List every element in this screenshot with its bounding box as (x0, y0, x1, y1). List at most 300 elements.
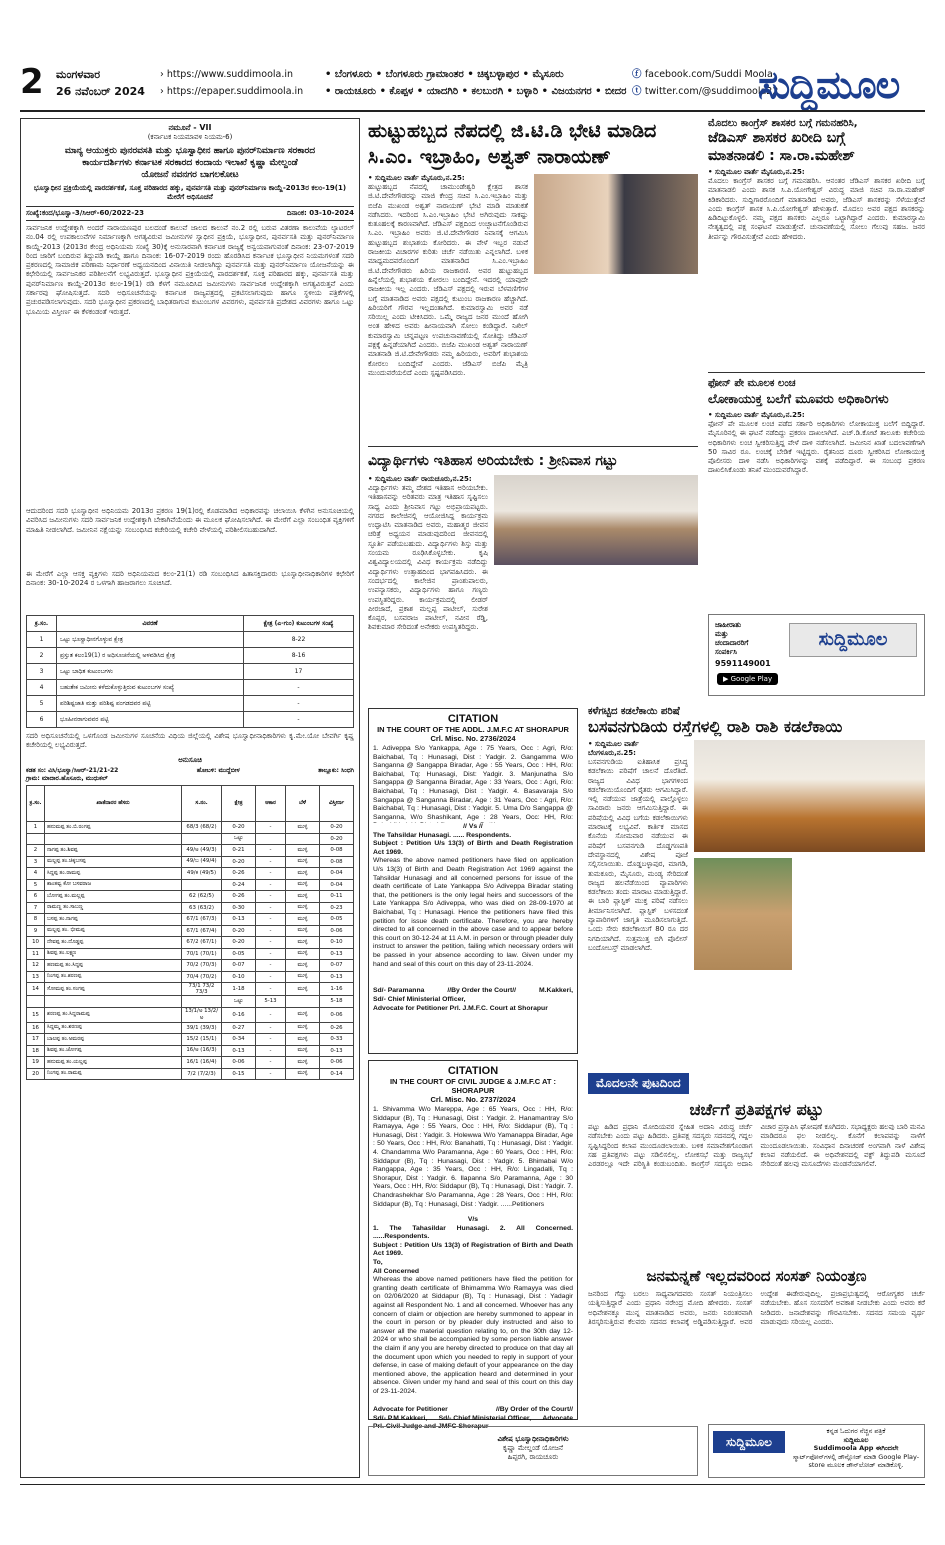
table-cell: 0-27 (222, 1022, 256, 1034)
table-cell: ಮುಳ್ಳಿ (286, 902, 320, 914)
table-cell: 14 (27, 983, 45, 996)
table-cell: 0-23 (320, 902, 354, 914)
table-cell: 0-07 (320, 960, 354, 972)
table-row (27, 664, 354, 680)
table-cell: - (256, 902, 286, 914)
table-cell: 0-26 (320, 1022, 354, 1034)
table-cell: 0-20 (222, 925, 256, 937)
table-cell: ಮುಳ್ಳಿ (286, 937, 320, 949)
table-cell: 0-06 (320, 1007, 354, 1022)
citation-title: CITATION (447, 1065, 499, 1077)
col-header: ಕ್ಷೇತ್ರ (ಎ-ಗುಂ) ಕುಟುಂಬಗಳ ಸಂಖ್ಯೆ (244, 616, 354, 632)
city-row-1: • ಬೆಂಗಳೂರು • ಬೆಂಗಳೂರು ಗ್ರಾಮಾಂತರ • ಚಿಕ್ಕಬಳ್ಳಾಪುರ • ಮೈಸೂರು (325, 69, 564, 80)
ad-logo: ಸುದ್ದಿಮೂಲ (789, 623, 917, 657)
table-cell: ಶಿವಪ್ಪ ತಂ.ಜೋಗಪ್ಪ (45, 1045, 182, 1057)
schedule-village: ಗ್ರಾಮ: ಮಾದಾರ.ಹೊಸೂರು, ಮುಧುಕಲ್ (26, 775, 108, 782)
story-dateline: • ಸುದ್ದಿಮೂಲ ವಾರ್ತೆ ಮೈಸೂರು,ನ.25: (368, 174, 465, 182)
table-cell: 0-30 (222, 902, 256, 914)
story-kicker: ಫೋನ್ ಪೇ ಮೂಲಕ ಲಂಚ (708, 378, 796, 389)
table-cell: - (256, 1057, 286, 1069)
table-cell (45, 996, 182, 1008)
citation-2 (368, 1060, 578, 1431)
table-cell: 20 (27, 1068, 45, 1080)
table-cell: ಪರಿಶಿಷ್ಟಜಾತಿ ಮತ್ತು ಪರಿಶಿಷ್ಟ ಪಂಗಡದವರ ಪಟ್ಟಿ (57, 696, 244, 712)
table-cell: - (256, 1007, 286, 1022)
table-cell: 0-04 (320, 879, 354, 891)
table-row (27, 1068, 354, 1080)
table-cell: ಮಲ್ಲಪ್ಪ ತಂ. ಭೀಮಪ್ಪ (45, 925, 182, 937)
twitter-icon: ⓣ (632, 86, 645, 97)
table-cell: 2 (27, 845, 45, 857)
table-cell: ಬಸಪ್ಪ ತಂ.ನಾಗಪ್ಪ (45, 914, 182, 926)
citation-court: IN THE COURT OF CIVIL JUDGE & J.M.F.C AT : SHORAPUR (389, 1077, 557, 1095)
table-cell: ಒಟ್ಟು (222, 996, 256, 1008)
social-links (632, 66, 778, 100)
table-cell: 5-18 (320, 996, 354, 1008)
table-row (27, 680, 354, 696)
table-cell: ಮುಳ್ಳಿ (286, 1007, 320, 1022)
table-cell: 0-13 (320, 948, 354, 960)
ad-phone: 9591149001 (715, 659, 771, 668)
app-ad (708, 1424, 925, 1478)
table-cell (286, 833, 320, 845)
table-cell: ಸೋಮಪ್ಪ ತಂ.ಸಂಗಪ್ಪ (45, 983, 182, 996)
table-cell: ದೇವಪ್ಪ ತಂ.ದೊಡ್ಡಪ್ಪ (45, 937, 182, 949)
story-dateline: • ಸುದ್ದಿಮೂಲ ವಾರ್ತೆ ಮೈಸೂರು,ನ.25: (708, 411, 805, 419)
ad-text: ಜಾಹೀರಾತು ಮತ್ತು ಚಂದಾದಾರರಿಗೆ ಸಂಪರ್ಕಿಸಿ 9591149001 (715, 621, 771, 668)
table-cell: ಮುಳ್ಳಿ (286, 845, 320, 857)
table-cell: 17 (244, 664, 354, 680)
story-kicker: ಕಳೆಗಟ್ಟಿದ ಕಡಲೆಕಾಯಿ ಪರಿಷೆ (588, 706, 680, 717)
table-cell: 16/ಅ (16/3) (182, 1045, 222, 1057)
citation-vs: // Vs // (463, 823, 483, 830)
table-cell: 16/1 (16/4) (182, 1057, 222, 1069)
twitter-link[interactable]: ⓣ twitter.com/@suddimoola22 (632, 86, 779, 97)
table-row (27, 822, 354, 834)
story-headline: ಜೆಡಿಎಸ್ ಶಾಸಕರ ಖರೀದಿ ಬಗ್ಗೆ ಮಾತನಾಡಲಿ : ಸಾ.ರಾ.ಮಹೇಶ್ (708, 130, 855, 164)
table-cell: 1-18 (222, 983, 256, 996)
table-row (27, 845, 354, 857)
table-row (27, 648, 354, 664)
table-row (27, 1022, 354, 1034)
schedule-sub-row: ಕಡತ ಸಂ: ವಿಸಿ/ಭೂಸ್ವಾ/ಸಿಆರ್-21/21-22 ಹೋಬಳಿ: ಮುದ್ದೆಬೀಳ ತಾಲ್ಲೂಕು: ಸಿಂಧಗಿ (26, 767, 354, 774)
table-cell: 13 (27, 971, 45, 983)
table-cell (27, 996, 45, 1008)
story-body: ಪಟ್ಟು ಹಿಡಿದ ಪ್ರಧಾನಿ ಮೋದಿಯವರ ಸ್ನೇಹಿತ ಅದಾನಿ ವಿರುದ್ಧ ಚರ್ಚೆ ನಡೆಸಬೇಕು ಎಂದು ಪಟ್ಟು ಹಿಡಿದರು. ಪ್ರತಿಪಕ್ಷ ಸದಸ್ಯರು ಸದನದಲ್ಲಿ ಗದ್ದಲ ಸೃಷ್ಟಿಸಿದ್ದರಿಂದ ಕಲಾಪ ಮುಂದೂಡಲಾಯಿತು. ಬಳಿಕ ಸಮಾವೇಶಗೊಂಡಾಗ ಸಹ ಪ್ರತಿಪಕ್ಷಗಳು ಪಟ್ಟು ಸಡಿಲಿಸಲಿಲ್ಲ. ಲೋಕಸಭೆ ಮತ್ತು ರಾಜ್ಯಸಭೆ ಎರಡರಲ್ಲೂ ಇದೇ ಪರಿಸ್ಥಿತಿ ಕಂಡುಬಂದಿತು. ಕಾಂಗ್ರೆಸ್ ಸದಸ್ಯರು ಅದಾನಿ ವಿಚಾರ ಪ್ರಸ್ತಾಪಿಸಿ ಘೋಷಣೆ ಕೂಗಿದರು. ಸಭಾಧ್ಯಕ್ಷರು ಹಲವು ಬಾರಿ ಮನವಿ ಮಾಡಿದರೂ ಫಲ ನೀಡಲಿಲ್ಲ. ಕೊನೆಗೆ ಕಲಾಪವನ್ನು ನಾಳೆಗೆ ಮುಂದೂಡಲಾಯಿತು. ಸಂವಿಧಾನ ದಿನಾಚರಣೆ ಅಂಗವಾಗಿ ನಾಳೆ ವಿಶೇಷ ಕಲಾಪ ನಡೆಯಲಿದೆ. ಈ ಅಧಿವೇಶನದಲ್ಲಿ ವಕ್ಫ್ ತಿದ್ದುಪಡಿ ಮಸೂದೆ ಸೇರಿದಂತೆ ಹಲವು ಮಸೂದೆಗಳು ಮಂಡನೆಯಾಗಲಿವೆ. (588, 1123, 925, 1169)
table-cell: 0-05 (222, 948, 256, 960)
table-cell: 0-06 (320, 1057, 354, 1069)
table-cell: 49/ಅ (49/3) (182, 845, 222, 857)
table-cell: ಮುಳ್ಳಿ (286, 879, 320, 891)
masthead-logo: ಸುದ್ದಿಮೂಲ (758, 62, 900, 107)
table-row (27, 632, 354, 648)
table-cell: - (256, 948, 286, 960)
table-row (27, 902, 354, 914)
table-cell: ಶಾಂತವ್ವ ಕೋ ಬಸವರಾಜ (45, 879, 182, 891)
notice-ref-date: ದಿನಾಂಕ: 03-10-2024 (286, 209, 354, 217)
table-cell (45, 833, 182, 845)
citation-signature: Sd/- Paramanna //By Order the Court// M.Kakkeri, Sd/- Chief Ministerial Officer, Advocate for Petitioner Prl. J.M.F.C. Court at Shorapur (373, 987, 573, 1012)
table-cell (182, 833, 222, 845)
table-cell: 4 (27, 868, 45, 880)
table-cell: ಮುಳ್ಳಿ (286, 960, 320, 972)
table-row (27, 1007, 354, 1022)
table-cell: 0-05 (320, 914, 354, 926)
table-cell: ಪ್ರಸ್ತುತ ಕಲಂ19(1) ರ ಅಧಿಸೂಚನೆಯಲ್ಲಿ ಅಳವಡಿಸಿದ ಕ್ಷೇತ್ರ (57, 648, 244, 664)
table-row (27, 868, 354, 880)
table-cell: 13/1/ಅ 13/2/ಅ (182, 1007, 222, 1022)
header-rule (20, 110, 925, 112)
table-cell: 0-26 (222, 891, 256, 903)
table-cell: 39/1 (39/3) (182, 1022, 222, 1034)
table-cell: 70/4 (70/2) (182, 971, 222, 983)
table-cell: 67/1 (67/4) (182, 925, 222, 937)
table-cell: ಬಹುತೇಕ ಜಮೀನು ಕಳೆದುಕೊಳ್ಳುತ್ತಿರುವ ಕುಟುಂಬಗಳ ಸಂಖ್ಯೆ (57, 680, 244, 696)
table-cell: - (256, 1034, 286, 1046)
table-cell: ಹನುಮಪ್ಪ ತಂ.ಬಿ.ರಂಗಪ್ಪ (45, 822, 182, 834)
story-dateline: • ಸುದ್ದಿಮೂಲ ವಾರ್ತೆ ರಾಯಚೂರು,ನ.25: (368, 475, 472, 483)
table-cell: 7/2 (7/2/3) (182, 1068, 222, 1080)
table-cell: 0-10 (222, 971, 256, 983)
table-cell: ಸಿದ್ದಮ್ಮ ತಂ.ಶರಣಪ್ಪ (45, 1022, 182, 1034)
table-cell: 0-11 (320, 891, 354, 903)
table-cell: ಮುಳ್ಳಿ (286, 971, 320, 983)
table-row (27, 971, 354, 983)
table-cell: 0-33 (320, 1034, 354, 1046)
url-list (160, 66, 303, 100)
subscription-ad (708, 614, 925, 696)
table-cell: ಬೋಗಪ್ಪ ತಂ.ಮಲ್ಲಪ್ಪ (45, 891, 182, 903)
table-cell: ಬಾಲಪ್ಪ ತಂ.ಅಮರಪ್ಪ (45, 1034, 182, 1046)
story-body: ಬಸವನಗುಡಿಯ ಐತಿಹಾಸಿಕ ಪ್ರಸಿದ್ಧ ಕಡಲೆಕಾಯಿ ಪರಿಷೆಗೆ ಚಾಲನೆ ದೊರೆತಿದೆ. ರಾಜ್ಯದ ವಿವಿಧ ಭಾಗಗಳಿಂದ ಕಡಲೆಕಾಯಿಯೊಂದಿಗೆ ರೈತರು ಆಗಮಿಸಿದ್ದಾರೆ. ಇಲ್ಲಿ ನಡೆಯುವ ಜಾತ್ರೆಯಲ್ಲಿ ಪಾಲ್ಗೊಳ್ಳಲು ಸಾವಿರಾರು ಜನರು ಆಗಮಿಸುತ್ತಿದ್ದಾರೆ. ಈ ಪರಿಷೆಯಲ್ಲಿ ವಿವಿಧ ಬಗೆಯ ಕಡಲೆಕಾಯಿಗಳು ಮಾರಾಟಕ್ಕೆ ಲಭ್ಯವಿವೆ. ಕಾರ್ತಿಕ ಮಾಸದ ಕೊನೆಯ ಸೋಮವಾರ ನಡೆಯುವ ಈ ಪರಿಷೆಗೆ ಬಸವನಗುಡಿ ದೊಡ್ಡಗಣಪತಿ ದೇವಸ್ಥಾನದಲ್ಲಿ ವಿಶೇಷ ಪೂಜೆ ಸಲ್ಲಿಸಲಾಯಿತು. ದೊಡ್ಡಬಳ್ಳಾಪುರ, ಮಾಗಡಿ, ತುಮಕೂರು, ಮೈಸೂರು, ಮಂಡ್ಯ ಸೇರಿದಂತೆ ರಾಜ್ಯದ ಹಲವೆಡೆಯಿಂದ ವ್ಯಾಪಾರಿಗಳು ಕಡಲೆಕಾಯಿ ತಂದು ಮಾರಾಟ ಮಾಡುತ್ತಿದ್ದಾರೆ. ಈ ಬಾರಿ ಪ್ಲಾಸ್ಟಿಕ್ ಮುಕ್ತ ಪರಿಷೆ ನಡೆಸಲು ತೀರ್ಮಾನಿಸಲಾಗಿದೆ. ಪ್ಲಾಸ್ಟಿಕ್ ಬಳಸದಂತೆ ವ್ಯಾಪಾರಿಗಳಿಗೆ ಜಾಗೃತಿ ಮೂಡಿಸಲಾಗುತ್ತಿದೆ. ಒಂದು ಸೇರು ಕಡಲೆಕಾಯಿಗೆ 80 ರೂ ದರ ನಿಗದಿಯಾಗಿದೆ. ಸುತ್ತಮುತ್ತ ಬಿಗಿ ಪೊಲೀಸ್ ಬಂದೋಬಸ್ತ್ ಮಾಡಲಾಗಿದೆ. (588, 758, 688, 952)
schedule-title: ಅನುಸೂಚಿ (178, 756, 202, 764)
news-photo (534, 174, 698, 274)
citation-body-2: Whereas the above named petitioners have filed the petition for granting death certificate of Bhimamma W/o Ramayya was died on 02/06/2020 at Siddapur (B), Tq : Hunasagi, Dist : Yadagir against all Respondent No. 1 and all concerned. Whoever has any concern of claim or objection are hereby summoned to appear in the court in person or by pleader duly instructed and also to answer all the material question relating to, on the 30th day 12-2024 or who shall be accompanied by some person liable answer the claim if any you are hereby directed to produce on that day all the document upon which you needed to reply in support of your defense, in case of making default of your appearance on the day mentioned above, the application heard and determined in your absence. Given under my hand and seal of this court on this day of 23-11-2024. (373, 1276, 573, 1395)
play-icon: ▶ (723, 675, 731, 683)
table-row (27, 891, 354, 903)
table-cell: - (256, 856, 286, 868)
citation-title: CITATION (447, 713, 499, 725)
table-cell: 0-24 (222, 879, 256, 891)
table-row (27, 1057, 354, 1069)
story-body: ವಿದ್ಯಾರ್ಥಿಗಳು ತಮ್ಮ ದೇಶದ ಇತಿಹಾಸ ಅರಿಯಬೇಕು. ಇತಿಹಾಸವನ್ನು ಅರಿತವರು ಮಾತ್ರ ಇತಿಹಾಸ ಸೃಷ್ಟಿಸಲು ಸಾಧ್ಯ ಎಂದು ಶ್ರೀನಿವಾಸ ಗಟ್ಟು ಅಭಿಪ್ರಾಯಪಟ್ಟರು. ನಗರದ ಕಾಲೇಜಿನಲ್ಲಿ ಆಯೋಜಿಸಿದ್ದ ಕಾರ್ಯಕ್ರಮ ಉದ್ಘಾಟಿಸಿ ಮಾತನಾಡಿದ ಅವರು, ಮಹಾತ್ಮರ ಜೀವನ ಚರಿತ್ರೆ ಅಧ್ಯಯನ ಮಾಡುವುದರಿಂದ ಜೀವನದಲ್ಲಿ ಸ್ಫೂರ್ತಿ ಪಡೆಯಬಹುದು. ವಿದ್ಯಾರ್ಥಿಗಳು ಶಿಸ್ತು ಮತ್ತು ಸಂಯಮ ರೂಢಿಸಿಕೊಳ್ಳಬೇಕು. ಕೃಷಿ ವಿಶ್ವವಿದ್ಯಾಲಯದಲ್ಲಿ ವಿವಿಧ ಕಾರ್ಯಕ್ರಮ ನಡೆದಿದ್ದು ವಿದ್ಯಾರ್ಥಿಗಳು ಉತ್ಸಾಹದಿಂದ ಭಾಗವಹಿಸಿದರು. ಈ ಸಂದರ್ಭದಲ್ಲಿ ಕಾಲೇಜಿನ ಪ್ರಾಂಶುಪಾಲರು, ಉಪನ್ಯಾಸಕರು, ವಿದ್ಯಾರ್ಥಿಗಳು ಹಾಗೂ ಗಣ್ಯರು ಉಪಸ್ಥಿತರಿದ್ದರು. ಕಾರ್ಯಕ್ರಮದಲ್ಲಿ ಲೀಡರ್ ಪೀರಜಾದೆ, ಪ್ರಕಾಶ ಮಲ್ಲಪ್ಪ ಪಾಟೀಲ್, ಸುರೇಶ ಕೊಪ್ಪರ, ಬಸವರಾಜ ಪಾಟೀಲ್, ನವೀನ ರೆಡ್ಡಿ, ಶಿವಕುಮಾರ ಸೇರಿದಂತೆ ಅನೇಕರು ಉಪಸ್ಥಿತರಿದ್ದರು. (368, 484, 488, 632)
notice-subtitle: ಭೂಸ್ವಾಧೀನ ಪ್ರಕ್ರಿಯೆಯಲ್ಲಿ ಪಾರದರ್ಶಕತೆ, ಸೂಕ್ತ ಪರಿಹಾರದ ಹಕ್ಕು, ಪುನರ್ವಸತಿ ಮತ್ತು ಪುನರ್‌ನಿರ್ಮಾಣ ಕಾಯ್ದೆ-2013ರ ಕಲಂ-19(1) ಮೇರೆಗೆ ಅಧಿಸೂಚನೆ (33, 184, 347, 201)
table-cell: ಹನುಮಪ್ಪ ತಂ.ಯಲ್ಲಪ್ಪ (45, 1057, 182, 1069)
table-cell: 15/2 (15/1) (182, 1034, 222, 1046)
google-play-badge[interactable]: ▶ Google Play (717, 673, 778, 685)
citation-to: To, (373, 1258, 383, 1266)
table-cell: 8 (27, 914, 45, 926)
table-cell: 67/2 (67/1) (182, 937, 222, 949)
citation-all: All Concerned (373, 1267, 420, 1275)
story-dateline: • ಸುದ್ದಿಮೂಲ ವಾರ್ತೆ ಮೈಸೂರು,ನ.25: (708, 168, 805, 176)
divider (368, 446, 698, 447)
page-header (20, 60, 925, 108)
table-cell: 2 (27, 648, 57, 664)
story-history (368, 452, 698, 702)
table-cell: 67/1 (67/3) (182, 914, 222, 926)
table-cell: 10 (27, 937, 45, 949)
chevron-right-icon: › (160, 69, 167, 80)
table-cell: - (256, 937, 286, 949)
facebook-link[interactable]: ⓕ facebook.com/Suddi Moola (632, 69, 773, 80)
table-cell: 15 (27, 1007, 45, 1022)
table-cell: 73/1 73/2 73/3 (182, 983, 222, 996)
citation-case: Crl. Misc. No. 2736/2024 (430, 734, 516, 743)
table-row (27, 856, 354, 868)
story-headline-2: ಜನಮನ್ನಣೆ ಇಲ್ಲದವರಿಂದ ಸಂಸತ್ ನಿಯಂತ್ರಣ (646, 1267, 867, 1285)
notice-title: ಮಾನ್ಯ ಆಯುಕ್ತರು ಪುನರವಸತಿ ಮತ್ತು ಭೂಸ್ವಾಧೀನ ಹಾಗೂ ಪುನರ್‌ನಿರ್ಮಾಣ ಸರಕಾರದ ಕಾರ್ಯದರ್ಶಿಗಳು ಕರ್ನಾಟಕ ಸರಕಾರದ ಕಂದಾಯ ಇಲಾಖೆ ಕೃಷ್ಣಾ ಮೇಲ್ದಂಡೆ ಯೋಜನೆ ನವನಗರ ಬಾಗಲಕೋಟ (64, 146, 316, 180)
table-cell: - (256, 983, 286, 996)
table-cell: ಸಿದ್ದಪ್ಪ ತಂ.ರಾಮಪ್ಪ (45, 868, 182, 880)
table-cell: 0-20 (320, 833, 354, 845)
epaper-link[interactable]: › https://epaper.suddimoola.in (160, 86, 304, 97)
table-cell (256, 833, 286, 845)
citation-body: 1. Shivamma W/o Mareppa, Age : 65 Years, Occ : HH, R/o: Siddapur (B), Tq : Hunasagi, Dist : Yadgir. 2. Hanamantray S/o Ramayya, Age : 55 Years, Occ : HH, R/o: Siddapur (B), Tq : Hunasagi, Dist : Yadgir. 3. Holewwa W/o Yamanappa Biradar, Age : 50 Years, Occ : HH, R/o: Banahatti, Tq : Hunasagi, Dist : Yadgir. 4. Chandamma W/o Paramanna, Age : 60 Years, Occ : HH, R/o: Siddapur (B), Tq : Hunasagi, Dist : Yadgir. 5. Bhimabai W/o Rangappa, Age : 35 Years, Occ : HH, R/o: Lingadalli, Tq : Shorapur, Dist : Yadgir. 6. Ilapanna S/o Paramanna, Age : 30 Years, Occ : HH, R/o: Siddapur (B), Tq : Hunasagi, Dist : Yadgir. 7. Chandrashekhar S/o Paramanna, Age : 28 Years, Occ : HH, R/o: Siddapur (B), Tq : Hunasagi, Dist : Yadgir. ......Petitioners (373, 1106, 573, 1208)
table-row (27, 833, 354, 845)
schedule-table: ಕ್ರ.ಸಂ. ಖಾತೆದಾರರ ಹೆಸರು ಸ.ನಂ. ಕ್ಷೇತ್ರ ಆಕಾರ ಬೆಳೆ ವಿಸ್ತೀರ್ಣ 1 ಹನುಮಪ್ಪ ತಂ.ಬಿ.ರಂಗಪ್ಪ 68/3 (68/2) 0-20 - ಮುಳ್ಳಿ 0-20 ಒಟ್ಟು 0-20 2 ನಾಗಪ್ಪ ತಂ.ಶಿವಪ್ಪ 49/ಅ (49/3) 0-21 - ಮುಳ್ಳಿ 0-08 3 ಮಲ್ಲಪ್ಪ ತಂ.ಚಿಕ್ಕಬಸಪ್ಪ 49/ಬ (49/4) 0-20 - ಮುಳ್ಳಿ 0-08 4 ಸಿದ್ದಪ್ಪ ತಂ.ರಾಮಪ್ಪ 49/ಕ (49/5) 0-26 - ಮುಳ್ಳಿ 0-04 5 ಶಾಂತವ್ವ ಕೋ ಬಸವರಾಜ 0-24 - ಮುಳ್ಳಿ 0-04 6 ಬೋಗಪ್ಪ ತಂ.ಮಲ್ಲಪ್ಪ 62 (62/5) 0-26 - ಮುಳ್ಳಿ 0-11 7 ರಾಮಣ್ಣ ತಂ.ಸಾಬಣ್ಣ 63 (63/2) 0-30 - ಮುಳ್ಳಿ 0-23 8 ಬಸಪ್ಪ ತಂ.ನಾಗಪ್ಪ 67/1 (67/3) 0-13 - ಮುಳ್ಳಿ 0-05 9 ಮಲ್ಲಪ್ಪ ತಂ. ಭೀಮಪ್ಪ 67/1 (67/4) 0-20 - ಮುಳ್ಳಿ 0-06 10 ದೇವಪ್ಪ ತಂ.ದೊಡ್ಡಪ್ಪ 67/2 (67/1) 0-20 - ಮುಳ್ಳಿ 0-10 11 ಶಿವಪ್ಪ ತಂ.ಲಕ್ಷ್ಮಣ 70/1 (70/1) 0-05 - ಮುಳ್ಳಿ 0-13 12 ಹಣಮಪ್ಪ ತಂ.ಸಿದ್ದಪ್ಪ 70/2 (70/3) 0-07 - ಮುಳ್ಳಿ 0-07 13 ನಿಂಗಪ್ಪ ತಂ.ಶರಣಪ್ಪ 70/4 (70/2) 0-10 - ಮುಳ್ಳಿ 0-13 14 ಸೋಮಪ್ಪ ತಂ.ಸಂಗಪ್ಪ 73/1 73/2 73/3 1-18 - ಮುಳ್ಳಿ 1-16 ಒಟ್ಟು 5-13 5-18 15 ಶರಣಪ್ಪ ತಂ.ಸಿದ್ದರಾಮಪ್ಪ 13/1/ಅ 13/2/ಅ 0-16 - ಮುಳ್ಳಿ 0-06 16 ಸಿದ್ದಮ್ಮ ತಂ.ಶರಣಪ್ಪ 39/1 (39/3) 0-27 - ಮುಳ್ಳಿ 0-26 17 ಬಾಲಪ್ಪ ತಂ.ಅಮರಪ್ಪ 15/2 (15/1) 0-34 - ಮುಳ್ಳಿ 0-33 18 ಶಿವಪ್ಪ ತಂ.ಜೋಗಪ್ಪ 16/ಅ (16/3) 0-13 - ಮುಳ್ಳಿ 0-13 19 ಹನುಮಪ್ಪ ತಂ.ಯಲ್ಲಪ್ಪ 16/1 (16/4) 0-06 - ಮುಳ್ಳಿ 0-06 20 ನಿಂಗಪ್ಪ ತಂ.ರಾಮಪ್ಪ 7/2 (7/2/3) 0-15 - ಮುಳ್ಳಿ 0-14 (26, 785, 354, 1080)
table-cell (286, 996, 320, 1008)
table-cell: 0-20 (222, 822, 256, 834)
table-cell: 5-13 (256, 996, 286, 1008)
summary-table (26, 615, 354, 728)
table-cell: 0-13 (320, 971, 354, 983)
table-cell: 8-16 (244, 648, 354, 664)
table-cell: 0-06 (320, 925, 354, 937)
app-ad-logo: ಸುದ್ದಿಮೂಲ (713, 1431, 785, 1453)
table-cell: - (256, 914, 286, 926)
section-tag: ಮೊದಲನೇ ಪುಟದಿಂದ (588, 1073, 689, 1094)
table-cell: - (256, 845, 286, 857)
table-row (27, 996, 354, 1008)
story-body-2: ಜನರಿಂದ ಗೆದ್ದು ಬರಲು ಸಾಧ್ಯವಾಗದವರು ಸಂಸತ್ ನಿಯಂತ್ರಿಸಲು ಯತ್ನಿಸುತ್ತಿದ್ದಾರೆ ಎಂದು ಪ್ರಧಾನಿ ನರೇಂದ್ರ ಮೋದಿ ಹೇಳಿದರು. ಸಂಸತ್ ಅಧಿವೇಶನಕ್ಕೂ ಮುನ್ನ ಮಾತನಾಡಿದ ಅವರು, ಜನರು ನಿರಂತರವಾಗಿ ತಿರಸ್ಕರಿಸುತ್ತಿರುವ ಕೆಲವರು ಸದನದ ಕಲಾಪಕ್ಕೆ ಅಡ್ಡಿಪಡಿಸುತ್ತಿದ್ದಾರೆ. ಅವರ ಉದ್ದೇಶ ಈಡೇರುವುದಿಲ್ಲ. ಪ್ರಜಾಪ್ರಭುತ್ವದಲ್ಲಿ ಆರೋಗ್ಯಕರ ಚರ್ಚೆ ನಡೆಯಬೇಕು. ಹೊಸ ಸಂಸದರಿಗೆ ಅವಕಾಶ ನೀಡಬೇಕು ಎಂದು ಅವರು ಕರೆ ನೀಡಿದರು. ಜನಾದೇಶವನ್ನು ಗೌರವಿಸಬೇಕು. ಸದನದ ಸಮಯ ವ್ಯರ್ಥ ಮಾಡುವುದು ಸರಿಯಲ್ಲ ಎಂದರು. (588, 1290, 925, 1326)
table-cell: 0-21 (222, 845, 256, 857)
table-cell: 1-16 (320, 983, 354, 996)
table-cell: ಮಲ್ಲಪ್ಪ ತಂ.ಚಿಕ್ಕಬಸಪ್ಪ (45, 856, 182, 868)
table-cell: ಒಟ್ಟು (222, 833, 256, 845)
citation-1 (368, 708, 578, 1054)
story-body: ಫೋನ್ ಪೇ ಮೂಲಕ ಲಂಚ ಪಡೆದ ಸರ್ಕಾರಿ ಅಧಿಕಾರಿಗಳು ಲೋಕಾಯುಕ್ತ ಬಲೆಗೆ ಬಿದ್ದಿದ್ದಾರೆ. ಮೈಸೂರಿನಲ್ಲಿ ಈ ಘಟನೆ ನಡೆದಿದ್ದು ಪ್ರಕರಣ ದಾಖಲಾಗಿದೆ. ಎಚ್.ಡಿ.ಕೋಟೆ ತಾಲೂಕು ಕಚೇರಿಯ ಅಧಿಕಾರಿಗಳು ಲಂಚ ಸ್ವೀಕರಿಸುತ್ತಿದ್ದ ವೇಳೆ ದಾಳಿ ನಡೆಸಲಾಗಿದೆ. ಜಮೀನಿನ ಖಾತೆ ಬದಲಾವಣೆಗಾಗಿ 50 ಸಾವಿರ ರೂ. ಲಂಚಕ್ಕೆ ಬೇಡಿಕೆ ಇಟ್ಟಿದ್ದರು. ರೈತನಿಂದ ದೂರು ಸ್ವೀಕರಿಸಿದ ಲೋಕಾಯುಕ್ತ ಪೊಲೀಸರು ದಾಳಿ ನಡೆಸಿ ಅಧಿಕಾರಿಗಳನ್ನು ವಶಕ್ಕೆ ಪಡೆದಿದ್ದಾರೆ. ಈ ಸಂಬಂಧ ಪ್ರಕರಣ ದಾಖಲಿಸಿಕೊಂಡು ತನಿಖೆ ಮುಂದುವರೆಸಿದ್ದಾರೆ. (708, 420, 925, 475)
city-row-2: • ರಾಯಚೂರು • ಕೊಪ್ಪಳ • ಯಾದಗಿರಿ • ಕಲಬುರಗಿ • ಬಳ್ಳಾರಿ • ವಿಜಯನಗರ • ಬೀದರ (325, 86, 627, 97)
table-cell: 62 (62/5) (182, 891, 222, 903)
table-cell: ನಿಂಗಪ್ಪ ತಂ.ಶರಣಪ್ಪ (45, 971, 182, 983)
story-headline: ಲೋಕಾಯುಕ್ತ ಬಲೆಗೆ ಮೂವರು ಅಧಿಕಾರಿಗಳು (708, 391, 889, 406)
table-cell: 0-04 (320, 868, 354, 880)
notice-rule: (ಕರ್ನಾಟಕ ನಿಯಮಾವಳಿ ನಿಯಮ-6) (147, 133, 233, 141)
table-cell: ಶರಣಪ್ಪ ತಂ.ಸಿದ್ದರಾಮಪ್ಪ (45, 1007, 182, 1022)
table-cell: ಮುಳ್ಳಿ (286, 1045, 320, 1057)
table-row (27, 879, 354, 891)
table-cell: ಒಟ್ಟು ಬಾಧಿತ ಕುಟುಂಬಗಳು (57, 664, 244, 680)
story-headline: ವಿದ್ಯಾರ್ಥಿಗಳು ಇತಿಹಾಸ ಅರಿಯಬೇಕು : ಶ್ರೀನಿವಾಸ ಗಟ್ಟು (368, 453, 618, 469)
notice-ref: ಸಂಖ್ಯೆ:ಕಂದ/ಭೂಸ್ವಾ-3/ಸಿಆರ್-60/2022-23 (26, 209, 144, 217)
table-cell: - (256, 879, 286, 891)
table-cell: - (244, 680, 354, 696)
table-cell: 0-14 (320, 1068, 354, 1080)
story-lokayukta (708, 378, 925, 610)
table-cell: 7 (27, 902, 45, 914)
table-cell: ಹಣಮಪ್ಪ ತಂ.ಸಿದ್ದಪ್ಪ (45, 960, 182, 972)
table-cell: 8-22 (244, 632, 354, 648)
news-photo (694, 858, 792, 970)
table-cell: ಮುಳ್ಳಿ (286, 914, 320, 926)
notice-footer-note: ಸದರಿ ಅಧಿಸೂಚನೆಯಲ್ಲಿ ಒಳಗೊಂಡ ಜಮೀನುಗಳ ಸೂಚನೆಯ ವಿಧಿಯ ಜಿಲ್ಲೆಯಲ್ಲಿ ವಿಶೇಷ ಭೂಸ್ವಾಧೀನಾಧಿಕಾರಿಗಳು ಕೃ.ಮೇ.ಯೋ ಬೇವರ್ಗಿ ಕೃಷ್ಣ ಕಚೇರಿಯಲ್ಲಿ ಲಭ್ಯವಿರುತ್ತದೆ. (26, 732, 354, 750)
table-row (27, 983, 354, 996)
table-row (27, 960, 354, 972)
website-link[interactable]: › https://www.suddimoola.in (160, 69, 294, 80)
table-cell: 6 (27, 712, 57, 728)
date-label: 26 ನವೆಂಬರ್ 2024 (56, 85, 145, 98)
table-cell: 5 (27, 696, 57, 712)
table-row (27, 1045, 354, 1057)
table-cell: ನಿಂಗಪ್ಪ ತಂ.ರಾಮಪ್ಪ (45, 1068, 182, 1080)
table-cell: 0-13 (222, 1045, 256, 1057)
story-gtd (368, 118, 698, 440)
table-cell: 17 (27, 1034, 45, 1046)
table-cell: 12 (27, 960, 45, 972)
table-cell (182, 879, 222, 891)
table-cell: - (244, 712, 354, 728)
story-dateline: • ಸುದ್ದಿಮೂಲ ವಾರ್ತೆ ಬೆಂಗಳೂರು,ನ.25: (588, 740, 639, 757)
table-cell: 0-13 (222, 914, 256, 926)
table-cell: 5 (27, 879, 45, 891)
notice-body: ಸಾರ್ವಜನಿಕ ಉದ್ದೇಶಕ್ಕಾಗಿ ಅಂದರೆ ನಾರಾಯಣಪುರ ಬಲದಂಡೆ ಕಾಲುವೆ ಜಾಲದ ಕಾಲುವೆ ನಂ.2 ರಲ್ಲಿ ಬರುವ ವಿತರಣಾ ಕಾಲುವೆಯ ಲ್ಯಾಟರಲ್ ನಂ.04 ರಲ್ಲಿ ಉಪಕಾಲುವೆಗಳ ನಿರ್ಮಾಣಕ್ಕಾಗಿ ಅಗತ್ಯವಿರುವ ಜಮೀನುಗಳ ಸ್ವಾಧೀನ ಪ್ರಕ್ರಿಯೆ, ಭೂಸ್ವಾಧೀನ, ಪುನರ್ವಸತಿ ಮತ್ತು ಪುನರ್‌ನಿರ್ಮಾಣ ಕಾಯ್ದೆ-2013 (2013ರ ಕೇಂದ್ರ ಅಧಿನಿಯಮ ಸಂಖ್ಯೆ 30)ಕ್ಕೆ ಅನುಸಾರವಾಗಿ ಕರ್ನಾಟಕ ರಾಜ್ಯಕ್ಕೆ ಅನ್ವಯವಾಗುವಂತೆ ದಿನಾಂಕ: 23-07-2019 ರಿಂದ ಜಾರಿಗೆ ಬಂದಿರುವ ತಿದ್ದುಪಡಿ ಕಾಯ್ದೆ ಹಾಗೂ ದಿನಾಂಕ: 16-07-2019 ರಂದು ಹೊರಡಿಸಿದ ಕರ್ನಾಟಕ ಭೂಸ್ವಾಧೀನ ನಿಯಮಗಳಂತೆ ಸದರಿ ಪ್ರಕರಣದಲ್ಲಿ ಸಾಮಾಜಿಕ ಪರಿಣಾಮ ನಿರ್ಧಾರಣೆ ಅಧ್ಯಯನದಿಂದ ವಿನಾಯಿತಿ ನೀಡಲಾಗಿದ್ದು ಪುನರ್ವಸತಿ ಮತ್ತು ಪುನರ್‌ನಿರ್ಮಾಣ ಯೋಜನೆಯನ್ನು ಈ ಕಛೇರಿಯಲ್ಲಿ ಸಾರ್ವಜನಿಕರ ಪರಿಶೀಲನೆಗೆ ಲಭ್ಯವಿರುತ್ತದೆ. ಭೂಸ್ವಾಧೀನ ಪ್ರಕ್ರಿಯೆಯಲ್ಲಿ ಪಾರದರ್ಶಕತೆ, ಸೂಕ್ತ ಪರಿಹಾರದ ಹಕ್ಕು, ಪುನರ್ವಸತಿ ಮತ್ತು ಪುನರ್‌ನಿರ್ಮಾಣ ಕಾಯ್ದೆ-2013ರ ಕಲಂ-19(1) ರಡಿ ಕೆಳಗೆ ನಮೂದಿಸಿದ ಜಮೀನುಗಳು ಸಾರ್ವಜನಿಕ ಉದ್ದೇಶಕ್ಕಾಗಿ ಅಗತ್ಯವಿರುತ್ತವೆ ಎಂದು ಸರ್ಕಾರವು ಘೋಷಿಸುತ್ತದೆ. ಸದರಿ ಅಧಿಸೂಚನೆಯನ್ನು ಕರ್ನಾಟಕ ರಾಜ್ಯಪತ್ರದಲ್ಲಿ ಪ್ರಕಟಿಸಲಾಗುವುದು ಹಾಗೂ ಸ್ಥಳೀಯ ಪತ್ರಿಕೆಗಳಲ್ಲಿ ಪ್ರಚುರಪಡಿಸಲಾಗುವುದು. ಸದರಿ ಭೂಸ್ವಾಧೀನ ಪ್ರಕರಣದಲ್ಲಿ ಬಾಧಿತರಾಗುವ ಕುಟುಂಬಗಳ ವಿವರಗಳು, ಪುನರ್ವಸತಿ ಪ್ರದೇಶದ ವಿವರಗಳು ಹಾಗೂ ಒಟ್ಟು ಭೂಮಿಯ ವಿಸ್ತೀರ್ಣ ಈ ಕೆಳಕಂಡಂತೆ ಇರುತ್ತದೆ. (26, 224, 354, 316)
table-row (27, 948, 354, 960)
notice-body-3: ಈ ಮೇರೆಗೆ ಎಲ್ಲಾ ಆಸಕ್ತ ವ್ಯಕ್ತಿಗಳು ಸದರಿ ಅಧಿನಿಯಮದ ಕಲಂ-21(1) ರಡಿ ಸಂಬಂಧಿಸಿದ ಹಿತಾಸಕ್ತಿದಾರರು ಭೂಸ್ವಾಧೀನಾಧಿಕಾರಿಗಳ ಕಛೇರಿಗೆ ದಿನಾಂಕ: 30-10-2024 ರ ಒಳಗಾಗಿ ಹಾಜರಾಗಲು ಸೂಚಿಸಿದೆ. (26, 570, 354, 588)
table-cell: ಮುಳ್ಳಿ (286, 856, 320, 868)
citation-resp: 1. The Tahasildar Hunasagi. 2. All Concerned. ......Respondents. (373, 1224, 573, 1241)
table-cell: - (256, 971, 286, 983)
story-headline: ಚರ್ಚೆಗೆ ಪ್ರತಿಪಕ್ಷಗಳ ಪಟ್ಟು (689, 1100, 824, 1119)
notice-body-2: ಆದುದರಿಂದ ಸದರಿ ಭೂಸ್ವಾಧೀನ ಅಧಿನಿಯಮ 2013ರ ಪ್ರಕರಣ 19(1)ರಲ್ಲಿ ಕೊಡಮಾಡಿದ ಅಧಿಕಾರವನ್ನು ಚಲಾಯಿಸಿ ಕೆಳಗಿನ ಅನುಸೂಚಿಯಲ್ಲಿ ವಿವರಿಸಿದ ಜಮೀನುಗಳು ಸದರಿ ಸಾರ್ವಜನಿಕ ಉದ್ದೇಶಕ್ಕಾಗಿ ಬೇಕಾಗಿವೆಯೆಂದು ಈ ಮೂಲಕ ಘೋಷಿಸಲಾಗಿದೆ. ಈ ಮೇರೆಗೆ ಎಲ್ಲಾ ಸಂಬಂಧಿತ ವ್ಯಕ್ತಿಗಳಿಗೆ ಮಾಹಿತಿ ನೀಡಲಾಗಿದೆ. ಜಮೀನಿನ ನಕ್ಷೆಯನ್ನು ಸಂಬಂಧಿಸಿದ ಕಚೇರಿಯಲ್ಲಿ ಕಚೇರಿ ವೇಳೆಯಲ್ಲಿ ಪರಿಶೀಲಿಸಬಹುದಾಗಿದೆ. (26, 507, 354, 534)
office-ad: ವಿಶೇಷ ಭೂಸ್ವಾಧೀನಾಧಿಕಾರಿಗಳು ಕೃಷ್ಣಾ ಮೇಲ್ದಂಡೆ ಯೋಜನೆ ಹಿಪ್ಪರಗಿ, ರಾಯಚೂರು (368, 1426, 698, 1476)
citation-body: 1. Adiveppa S/o Yankappa, Age : 75 Years, Occ : Agri, R/o: Baichabal, Tq : Hunasagi, Dist : Yadgir. 2. Gangamma W/o Sanganna @ Sangappa Biradar, Age : 55 Years, Occ : HH, R/o: Baichabal, Tq: Hunasagi, Dist: Yadgir. 3. Manjunatha S/o Sangappa @ Sanganna Biradar, Age : 33 Years, Occ : Agri, R/o: Baichabal, Tq : Hunasagi, Dist : Yadgir. 4. Basavaraja S/o Sangappa @ Sanganna Biradar, Age : 31 Years, Occ : Agri, R/o: Baichabal, Tq : Hunasagi, Dist : Yadgir. 5. Uma D/o Sangappa @ Sanganna, W/o Shashikant, Age : 28 Years, Occ: HH, R/o: (373, 745, 573, 821)
col-header: ವಿವರಣೆ (57, 616, 244, 632)
table-cell: ಮುಳ್ಳಿ (286, 868, 320, 880)
table-cell: - (256, 960, 286, 972)
table-cell: ಭೂಹೀನರಾಗುವವರ ಪಟ್ಟಿ (57, 712, 244, 728)
table-cell: 0-16 (222, 1007, 256, 1022)
story-body: ಹುಟ್ಟುಹಬ್ಬದ ನೆಪದಲ್ಲಿ ಚಾಮುಂಡೇಶ್ವರಿ ಕ್ಷೇತ್ರದ ಶಾಸಕ ಜಿ.ಟಿ.ದೇವೇಗೌಡರನ್ನು ಮಾಜಿ ಕೇಂದ್ರ ಸಚಿವ ಸಿ.ಎಂ.ಇಬ್ರಾಹಿಂ ಮತ್ತು ಬಿಜೆಪಿ ಮುಖಂಡ ಅಶ್ವತ್ ನಾರಾಯಣ್ ಭೇಟಿ ಮಾಡಿ ಮಾತುಕತೆ ನಡೆಸಿದರು. ಇದರಿಂದ ಸಿ.ಎಂ.ಇಬ್ರಾಹಿಂ ಭೇಟಿ ಅಗಿರುವುದು ಸಾಕಷ್ಟು ಕುತೂಹಲಕ್ಕೆ ಕಾರಣವಾಗಿದೆ. ಜೆಡಿಎಸ್ ಪಕ್ಷದಿಂದ ಉಚ್ಛಾಟನೆಗೊಂಡಿರುವ ಸಿ.ಎಂ. ಇಬ್ರಾಹಿಂ ಅವರು ಜಿ.ಟಿ.ದೇವೇಗೌಡರ ನಿವಾಸಕ್ಕೆ ಆಗಮಿಸಿ ಹುಟ್ಟುಹಬ್ಬದ ಶುಭಾಶಯ ಕೋರಿದರು. ಈ ವೇಳೆ ಇಬ್ಬರ ನಡುವೆ ರಾಜಕೀಯ ವಿಚಾರಗಳ ಕುರಿತು ಚರ್ಚೆ ನಡೆಯಿತು ಎನ್ನಲಾಗಿದೆ. ಬಳಿಕ ಮಾಧ್ಯಮದವರೊಂದಿಗೆ ಮಾತನಾಡಿದ ಸಿ.ಎಂ.ಇಬ್ರಾಹಿಂ ಜಿ.ಟಿ.ದೇವೇಗೌಡರು ಹಿರಿಯ ರಾಜಕಾರಣಿ. ಅವರ ಹುಟ್ಟುಹಬ್ಬದ ಹಿನ್ನೆಲೆಯಲ್ಲಿ ಶುಭಾಶಯ ಕೋರಲು ಬಂದಿದ್ದೇನೆ. ಇದರಲ್ಲಿ ಯಾವುದೇ ರಾಜಕೀಯ ಇಲ್ಲ ಎಂದರು. ಜೆಡಿಎಸ್ ಪಕ್ಷದಲ್ಲಿ ಇರುವ ಬೆಳವಣಿಗೆಗಳ ಬಗ್ಗೆ ಮಾತನಾಡಿದ ಅವರು ಪಕ್ಷದಲ್ಲಿ ಕುಟುಂಬ ರಾಜಕಾರಣ ಹೆಚ್ಚಾಗಿದೆ. ಹಿರಿಯರಿಗೆ ಗೌರವ ಇಲ್ಲದಂತಾಗಿದೆ. ಕುಮಾರಸ್ವಾಮಿ ಅವರ ನಡೆ ಸರಿಯಿಲ್ಲ ಎಂದು ಟೀಕಿಸಿದರು. ಒಮ್ಮೆ ರಾಜ್ಯದ ಜನರ ಮುಂದೆ ಹೋಗಿ ಅಂತ ಹೇಳಿದ ಅವರು ಹೀನಾಯವಾಗಿ ಸೋಲು ಕಂಡಿದ್ದಾರೆ. ನಿಖಿಲ್ ಕುಮಾರಸ್ವಾಮಿ ಚನ್ನಪಟ್ಟಣ ಉಪಚುನಾವಣೆಯಲ್ಲಿ ಸೋತಿದ್ದು ಜೆಡಿಎಸ್ ಪಕ್ಷಕ್ಕೆ ಹಿನ್ನಡೆಯಾಗಿದೆ ಎಂದರು. ಬಿಜೆಪಿ ಮುಖಂಡ ಅಶ್ವತ್ ನಾರಾಯಣ್ ಮಾತನಾಡಿ ಜಿ.ಟಿ.ದೇವೇಗೌಡರು ನಮ್ಮ ಹಿರಿಯರು, ಅವರಿಗೆ ಶುಭಾಶಯ ಕೋರಲು ಬಂದಿದ್ದೇವೆ ಎಂದರು. ಜೆಡಿಎಸ್ ಬಿಜೆಪಿ ಮೈತ್ರಿ ಮುಂದುವರೆಯಲಿದೆ ಎಂದು ಸ್ಪಷ್ಟಪಡಿಸಿದರು. (368, 183, 528, 377)
table-cell: 0-08 (320, 856, 354, 868)
facebook-icon: ⓕ (632, 69, 645, 80)
news-photo (694, 740, 925, 852)
citation-resp: The Tahsildar Hunasagi. ...... Respondents. (373, 831, 512, 839)
citation-body-2: Whereas the above named petitioners have filed on application U/s 13(3) of Birth and Death Registration Act 1969 against the Tahsildar Hunasagi and all concerned persons for issue of the death certificate of Late Yankappa S/o Adiveppa Biradar stating that, the petitioners is the only legal heirs and successors of the Late Yankappa S/o Adiveppa, who was died on 28-09-1970 at Baichabal, Tq : Hunasagi. Hence the petitioners have filed this petition for issue death certificate. Therefore, you are hereby directed to all concerned in the above case and to appear before this court on 30-12-24 at 11 A.M. in person or through pleader duly instruct to answer the petition, failing which necessary orders will be passed in your absence according to law. Given under my hand and seal of this court on this day of 23-11-2024. (373, 857, 573, 968)
page-number: 2 (20, 62, 44, 102)
table-cell: 1 (27, 822, 45, 834)
table-cell (27, 833, 45, 845)
app-ad-text: ಕನ್ನಡ ಓದುಗರ ನೆಚ್ಚಿನ ಪತ್ರಿಕೆ ಸುದ್ದಿಮೂಲ Suddimoola App ಈಗಿಂದಲೇ ಸ್ಮಾರ್ಟ್‌ಫೋನ್‌ಗಳಲ್ಲಿ ಡೌನ್ಲೋಡ್ ಮಾಡಿ Google Play- store ಮೂಲಕ ಡೌನ್‌ಲೋಡ್ ಮಾಡಿಕೊಳ್ಳಿ. (792, 1427, 920, 1469)
table-cell: 0-13 (320, 1045, 354, 1057)
story-kicker: ಮೊದಲು ಕಾಂಗ್ರೆಸ್ ಶಾಸಕರ ಬಗ್ಗೆ ಗಮನಹರಿಸಿ, (708, 118, 858, 129)
table-cell: ಮುಳ್ಳಿ (286, 1057, 320, 1069)
issue-date (56, 66, 145, 100)
citation-signature: Advocate for Petitioner //By Order of the Court// Sd/- P.M.Kakkeri, Sd/- Chief Ministerial Officer, Advocate Prl. Civil Judge and JMFC Shorapur (373, 1406, 573, 1431)
day-label: ಮಂಗಳವಾರ (56, 68, 101, 81)
table-cell: 63 (63/2) (182, 902, 222, 914)
table-cell: 70/2 (70/3) (182, 960, 222, 972)
citation-court: IN THE COURT OF THE ADDL. J.M.F.C AT SHORAPUR (377, 725, 569, 734)
city-editions (325, 66, 645, 100)
table-row (27, 696, 354, 712)
table-cell: - (256, 925, 286, 937)
citation-subject: Subject : Petition U/s 13(3) of Registration of Birth and Death Act 1969. (373, 1241, 573, 1258)
table-row (27, 712, 354, 728)
table-cell: 68/3 (68/2) (182, 822, 222, 834)
table-cell: ಮುಳ್ಳಿ (286, 822, 320, 834)
table-row (27, 914, 354, 926)
story-sara-mahesh (708, 118, 925, 366)
table-cell: - (256, 1022, 286, 1034)
table-cell: - (244, 696, 354, 712)
table-cell: - (256, 891, 286, 903)
table-cell: ಮುಳ್ಳಿ (286, 1034, 320, 1046)
table-cell: 16 (27, 1022, 45, 1034)
table-cell: - (256, 822, 286, 834)
table-cell: 1 (27, 632, 57, 648)
story-kadalekai (588, 706, 925, 1058)
table-cell: ಮುಳ್ಳಿ (286, 983, 320, 996)
table-cell: ರಾಮಣ್ಣ ತಂ.ಸಾಬಣ್ಣ (45, 902, 182, 914)
table-cell: 3 (27, 856, 45, 868)
col-header: ಕ್ರ.ಸಂ. (27, 616, 57, 632)
citation-subject: Subject : Petition U/s 13(3) of Birth and Death Registration Act 1969. (373, 840, 573, 856)
table-cell: 70/1 (70/1) (182, 948, 222, 960)
notice-ref-row (26, 206, 354, 221)
table-cell: 0-08 (320, 845, 354, 857)
continued-section (588, 1072, 925, 1412)
land-notice (20, 118, 360, 1478)
table-cell: 0-15 (222, 1068, 256, 1080)
story-body: ಮೊದಲು ಕಾಂಗ್ರೆಸ್ ಶಾಸಕರ ಬಗ್ಗೆ ಗಮನಹರಿಸಿ. ಆನಂತರ ಜೆಡಿಎಸ್ ಶಾಸಕರ ಖರೀದಿ ಬಗ್ಗೆ ಮಾತನಾಡಲಿ ಎಂದು ಶಾಸಕ ಸಿ.ಪಿ.ಯೋಗೇಶ್ವರ್ ವಿರುದ್ಧ ಮಾಜಿ ಸಚಿವ ಸಾ.ರಾ.ಮಹೇಶ್ ಕಿಡಿಕಾರಿದರು. ಸುದ್ದಿಗಾರರೊಂದಿಗೆ ಮಾತನಾಡಿದ ಅವರು, ಜೆಡಿಎಸ್ ಶಾಸಕರನ್ನು ಸೆಳೆಯುತ್ತೇವೆ ಎಂದು ಕಾಂಗ್ರೆಸ್ ಶಾಸಕ ಸಿ.ಪಿ.ಯೋಗೇಶ್ವರ್ ಹೇಳುತ್ತಾರೆ. ಮೊದಲು ಅವರ ಪಕ್ಷದ ಶಾಸಕರನ್ನು ಹಿಡಿದಿಟ್ಟುಕೊಳ್ಳಲಿ. ನಮ್ಮ ಪಕ್ಷದ ಶಾಸಕರು ಎಲ್ಲರೂ ಒಟ್ಟಾಗಿದ್ದಾರೆ ಎಂದರು. ಕುಮಾರಸ್ವಾಮಿ ನೇತೃತ್ವದಲ್ಲಿ ಪಕ್ಷ ಸಂಘಟನೆ ಮಾಡುತ್ತೇವೆ. ಚುನಾವಣೆಯಲ್ಲಿ ಸೋಲು ಗೆಲುವು ಸಹಜ. ಜನರ ತೀರ್ಪನ್ನು ಗೌರವಿಸುತ್ತೇವೆ ಎಂದು ಹೇಳಿದರು. (708, 177, 925, 241)
table-cell: 6 (27, 891, 45, 903)
table-cell: 0-06 (222, 1057, 256, 1069)
table-row (27, 1034, 354, 1046)
table-cell: 9 (27, 925, 45, 937)
table-cell: 0-20 (222, 937, 256, 949)
notice-form: ನಮೂನೆ - VII (168, 123, 212, 132)
table-cell: - (256, 868, 286, 880)
table-cell: ಶಿವಪ್ಪ ತಂ.ಲಕ್ಷ್ಮಣ (45, 948, 182, 960)
table-cell: 19 (27, 1057, 45, 1069)
divider (708, 372, 925, 373)
news-photo (494, 475, 698, 565)
story-headline: ಹುಟ್ಟುಹಬ್ಬದ ನೆಪದಲ್ಲಿ ಜಿ.ಟಿ.ಡಿ ಭೇಟಿ ಮಾಡಿದ ಸಿ.ಎಂ. ಇಬ್ರಾಹಿಂ, ಅಶ್ವತ್ ನಾರಾಯಣ್ (368, 120, 657, 168)
table-cell (182, 996, 222, 1008)
table-cell: ಮುಳ್ಳಿ (286, 891, 320, 903)
table-cell: 3 (27, 664, 57, 680)
chevron-right-icon: › (160, 86, 167, 97)
table-cell: ಮುಳ್ಳಿ (286, 948, 320, 960)
table-row (27, 925, 354, 937)
table-row (27, 937, 354, 949)
table-cell: 0-07 (222, 960, 256, 972)
table-cell: 0-20 (222, 856, 256, 868)
table-cell: 4 (27, 680, 57, 696)
table-cell: 49/ಬ (49/4) (182, 856, 222, 868)
table-cell: ಮುಳ್ಳಿ (286, 1068, 320, 1080)
table-cell: ಮುಳ್ಳಿ (286, 925, 320, 937)
story-headline: ಬಸವನಗುಡಿಯ ರಸ್ತೆಗಳಲ್ಲಿ ರಾಶಿ ರಾಶಿ ಕಡಲೆಕಾಯಿ (588, 717, 843, 736)
table-cell: 0-10 (320, 937, 354, 949)
table-cell: 18 (27, 1045, 45, 1057)
table-cell: 0-34 (222, 1034, 256, 1046)
citation-case: Crl. Misc. No. 2737/2024 (430, 1095, 516, 1104)
table-cell: ನಾಗಪ್ಪ ತಂ.ಶಿವಪ್ಪ (45, 845, 182, 857)
footer-rule (20, 1484, 925, 1485)
table-cell: ಒಟ್ಟು ಭೂಸ್ವಾಧೀನಗೊಳ್ಳುವ ಕ್ಷೇತ್ರ (57, 632, 244, 648)
